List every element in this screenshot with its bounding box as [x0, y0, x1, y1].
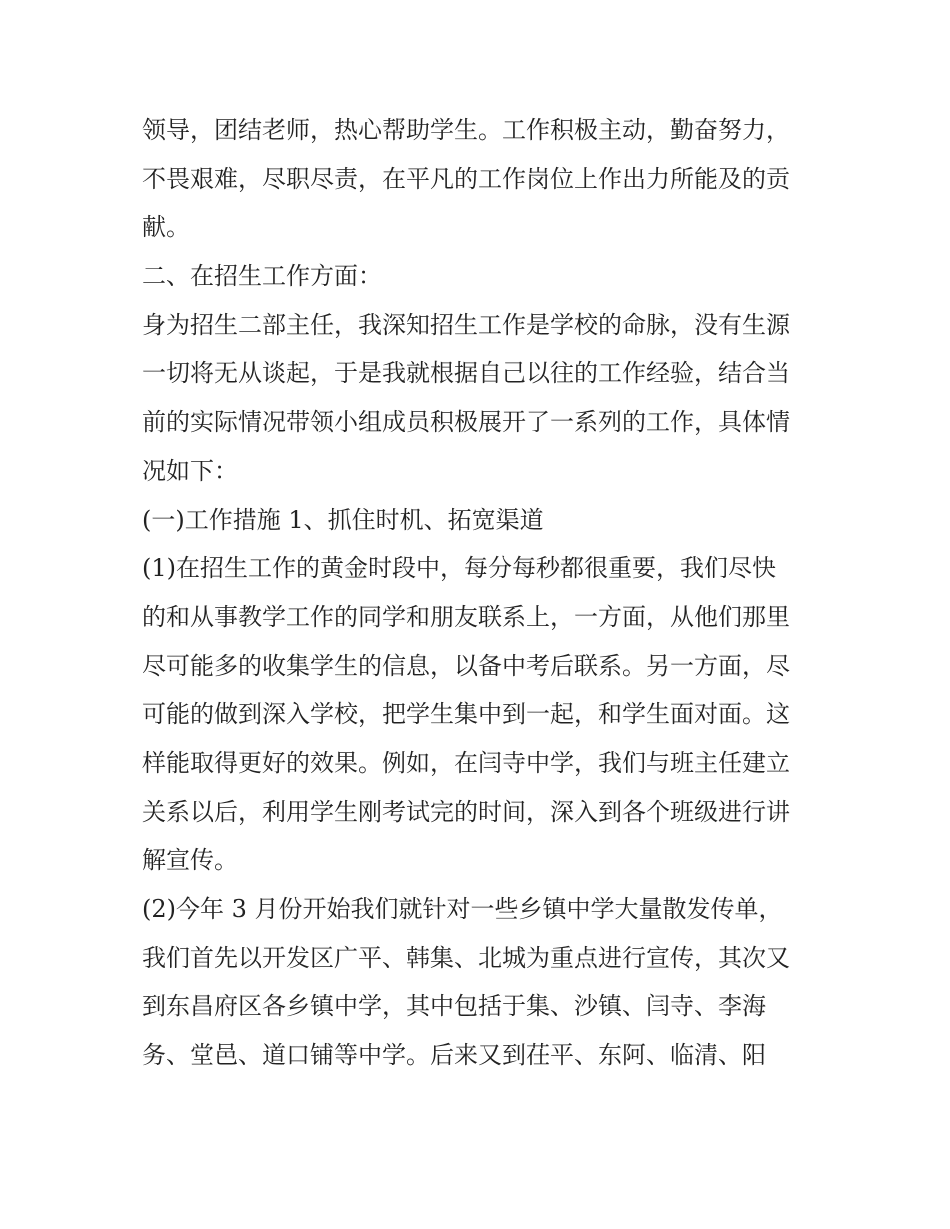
- text-line: 不畏艰难，尽职尽责，在平凡的工作岗位上作出力所能及的贡: [142, 164, 790, 193]
- text-line: 样能取得更好的效果。例如，在闫寺中学，我们与班主任建立: [142, 748, 790, 777]
- text-line: 的和从事教学工作的同学和朋友联系上，一方面，从他们那里: [142, 602, 790, 631]
- text-line: (2)今年 3 月份开始我们就针对一些乡镇中学大量散发传单，: [142, 895, 783, 923]
- text-line: 一切将无从谈起，于是我就根据自己以往的工作经验，结合当: [142, 359, 790, 388]
- subsection-heading: (一)工作措施 1、抓住时机、拓宽渠道: [142, 505, 544, 534]
- text-line: 到东昌府区各乡镇中学，其中包括于集、沙镇、闫寺、李海: [142, 992, 766, 1021]
- text-line: 尽可能多的收集学生的信息，以备中考后联系。另一方面，尽: [142, 651, 790, 680]
- text-line: 领导，团结老师，热心帮助学生。工作积极主动，勤奋努力，: [142, 116, 790, 144]
- text-line: 前的实际情况带领小组成员积极展开了一系列的工作，具体情: [142, 408, 790, 437]
- section-heading: 二、在招生工作方面：: [142, 262, 382, 291]
- text-line: 献。: [142, 213, 190, 242]
- text-line: 可能的做到深入学校，把学生集中到一起，和学生面对面。这: [142, 700, 790, 729]
- text-line: 解宣传。: [142, 846, 238, 875]
- text-line: 身为招生二部主任，我深知招生工作是学校的命脉，没有生源: [142, 310, 790, 339]
- text-line: (1)在招生工作的黄金时段中，每分每秒都很重要，我们尽快: [142, 554, 776, 583]
- text-line: 况如下：: [142, 456, 238, 485]
- document-body: [142, 106, 822, 1080]
- text-line: 务、堂邑、道口铺等中学。后来又到茌平、东阿、临清、阳: [142, 1041, 766, 1070]
- text-line: 我们首先以开发区广平、韩集、北城为重点进行宣传，其次又: [142, 943, 790, 972]
- text-line: 关系以后，利用学生刚考试完的时间，深入到各个班级进行讲: [142, 797, 790, 826]
